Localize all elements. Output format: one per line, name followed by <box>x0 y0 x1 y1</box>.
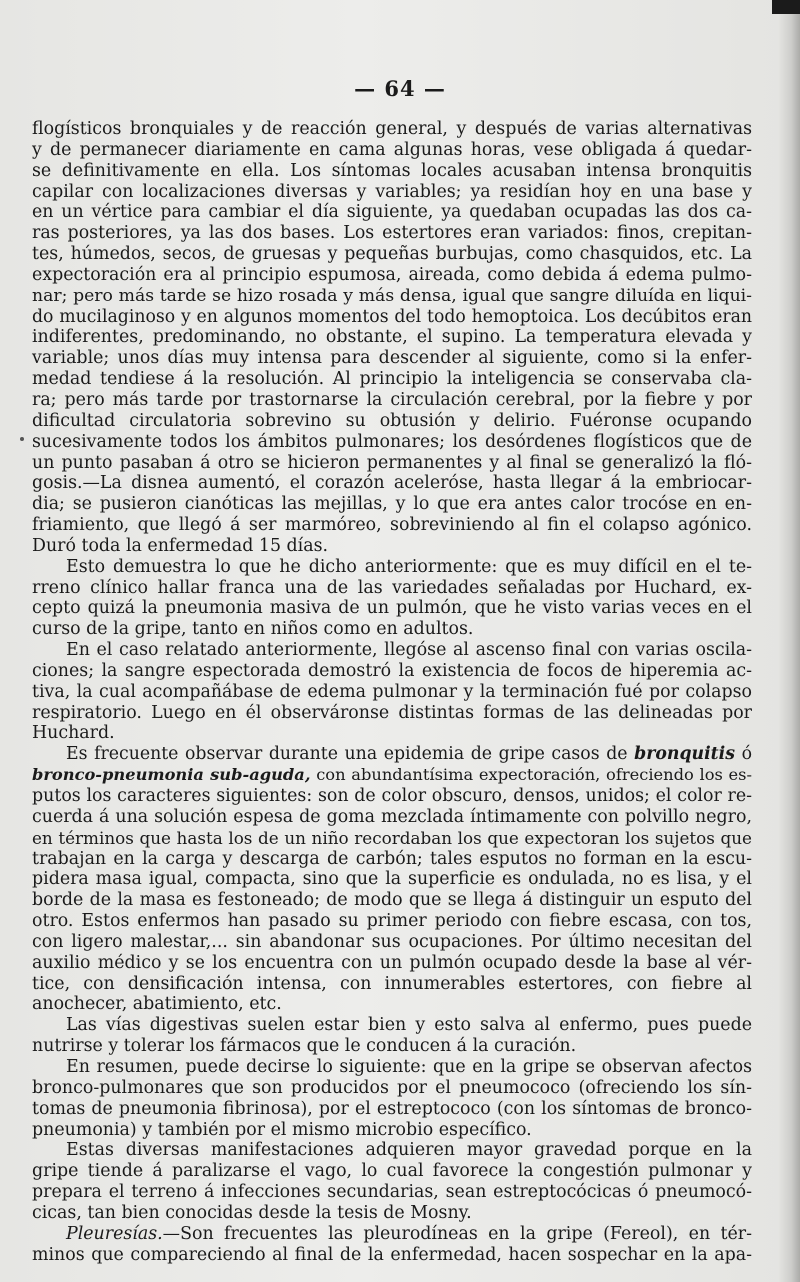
text-line: prepara el terreno á infecciones secundarias, sean estreptocócicas ó pneumocó- <box>32 1182 752 1203</box>
page-corner-mark <box>772 0 800 14</box>
text-line: indiferentes, predominando, no obstante, el supino. La temperatura elevada y <box>32 327 752 348</box>
text-line: pidera masa igual, compacta, sino que la superficie es ondulada, no es lisa, y el <box>32 869 752 890</box>
text-line: cicas, tan bien conocidas desde la tesis de Mosny. <box>32 1202 472 1223</box>
body-text <box>32 119 752 1265</box>
text-line: nar; pero más tarde se hizo rosada y más densa, igual que sangre diluída en liqui- <box>32 285 752 306</box>
text-line: capilar con localizaciones diversas y variables; ya residían hoy en una base y <box>32 181 752 202</box>
text-line: Estas diversas manifestaciones adquieren mayor gravedad porque en la <box>66 1140 752 1161</box>
text-line: dia; se pusieron cianóticas las mejillas, y lo que era antes calor trocóse en en- <box>32 494 752 515</box>
text-line: tomas de pneumonia fibrinosa), por el estreptococo (con los síntomas de bronco- <box>32 1098 752 1119</box>
ink-speck <box>20 437 24 441</box>
text-line: minos que compareciendo al final de la enfermedad, hacen sospechar en la apa- <box>32 1244 752 1265</box>
text-line: en un vértice para cambiar el día siguiente, ya quedaban ocupadas las dos ca- <box>32 202 752 223</box>
text-line: pneumonia) y también por el mismo microbio específico. <box>32 1119 532 1140</box>
page-edge-shadow <box>778 0 800 1282</box>
text-line: variable; unos días muy intensa para descender al siguiente, como si la enfer- <box>32 348 752 369</box>
text-line: ras posteriores, ya las dos bases. Los estertores eran variados: finos, crepitan- <box>32 223 752 244</box>
text-line: dificultad circulatoria sobrevino su obtusión y delirio. Fuéronse ocupando <box>32 410 752 431</box>
text-line: se definitivamente en ella. Los síntomas locales acusaban intensa bronquitis <box>32 160 752 181</box>
text-line: con ligero malestar,... sin abandonar sus ocupaciones. Por último necesitan del <box>32 931 752 952</box>
text-line: tes, húmedos, secos, de gruesas y pequeñas burbujas, como chasquidos, etc. La <box>32 244 752 265</box>
text-line: medad tendiese á la resolución. Al principio la inteligencia se conservaba cla- <box>32 369 752 390</box>
text-line: tiva, la cual acompañábase de edema pulmonar y la terminación fué por colapso <box>32 681 752 702</box>
text-line: bronco-pulmonares que son producidos por el pneumococo (ofreciendo los sín- <box>32 1077 752 1098</box>
text-line: Las vías digestivas suelen estar bien y esto salva al enfermo, pues puede <box>66 1015 752 1036</box>
text-line: Pleuresías.—Son frecuentes las pleurodíneas en la gripe (Fereol), en tér- <box>66 1223 752 1244</box>
text-line: nutrirse y tolerar los fármacos que le conducen á la curación. <box>32 1036 577 1057</box>
text-line: Esto demuestra lo que he dicho anteriormente: que es muy difícil en el te- <box>66 556 752 577</box>
text-line: Es frecuente observar durante una epidemia de gripe casos de bronquitis ó <box>66 744 752 765</box>
text-line: cepto quizá la pneumonia masiva de un pulmón, que he visto varias veces en el <box>32 598 752 619</box>
text-line: en términos que hasta los de un niño recordaban los que expectoran los sujetos que <box>32 827 752 848</box>
text-line: tice, con densificación intensa, con innumerables estertores, con fiebre al <box>32 973 752 994</box>
text-line: curso de la gripe, tanto en niños como en adultos. <box>32 619 474 640</box>
text-line: friamiento, que llegó á ser marmóreo, sobreviniendo al fin el colapso agónico. <box>32 515 752 536</box>
text-line: gripe tiende á paralizarse el vago, lo cual favorece la congestión pulmonar y <box>32 1161 752 1182</box>
text-line: bronco-pneumonia sub-aguda, con abundantísima expectoración, ofreciendo los es- <box>32 765 752 785</box>
text-line: auxilio médico y se los encuentra con un pulmón ocupado desde la base al vér- <box>32 952 752 973</box>
text-line: y de permanecer diariamente en cama algunas horas, vese obligada á quedar- <box>32 139 752 160</box>
text-line: borde de la masa es festoneado; de modo que se llega á distinguir un esputo del <box>32 890 752 911</box>
italic-term: Pleuresías. <box>66 1223 163 1244</box>
text-line: ciones; la sangre espectorada demostró la existencia de focos de hiperemia ac- <box>32 660 752 681</box>
italic-term: bronco-pneumonia sub-aguda, <box>32 765 311 785</box>
text-line: respiratorio. Luego en él observáronse distintas formas de las delineadas por <box>32 702 752 723</box>
text-line: do mucilaginoso y en algunos momentos del todo hemoptoica. Los decúbitos eran <box>32 306 752 327</box>
text-line: otro. Estos enfermos han pasado su primer periodo con fiebre escasa, con tos, <box>32 911 752 932</box>
text-line: gosis.—La disnea aumentó, el corazón aceleróse, hasta llegar á la embriocar- <box>32 473 752 494</box>
text-line: expectoración era al principio espumosa, aireada, como debida á edema pulmo- <box>32 264 752 285</box>
italic-term: bronquitis <box>634 744 735 765</box>
text-line: ra; pero más tarde por trastornarse la circulación cerebral, por la fiebre y por <box>32 389 752 410</box>
text-line: flogísticos bronquiales y de reacción general, y después de varias alternativas <box>32 119 752 139</box>
text-line: sucesivamente todos los ámbitos pulmonares; los desórdenes flogísticos que de <box>32 431 752 452</box>
text-line: Duró toda la enfermedad 15 días. <box>32 535 329 556</box>
text-line: cuerda á una solución espesa de goma mezclada íntimamente con polvillo negro, <box>32 806 752 827</box>
text-line: trabajan en la carga y descarga de carbón; tales esputos no forman en la escu- <box>32 848 752 869</box>
text-line: En el caso relatado anteriormente, llegóse al ascenso final con varias oscila- <box>66 640 752 661</box>
text-line: En resumen, puede decirse lo siguiente: que en la gripe se observan afectos <box>66 1056 752 1077</box>
text-line: putos los caracteres siguientes: son de color obscuro, densos, unidos; el color re- <box>32 786 752 806</box>
text-line: anochecer, abatimiento, etc. <box>32 994 282 1015</box>
page-number: — 64 — <box>354 76 446 101</box>
text-line: un punto pasaban á otro se hicieron permanentes y al final se generalizó la fló- <box>32 452 752 473</box>
text-line: Huchard. <box>32 723 115 744</box>
text-line: rreno clínico hallar franca una de las variedades señaladas por Huchard, ex- <box>32 577 752 598</box>
